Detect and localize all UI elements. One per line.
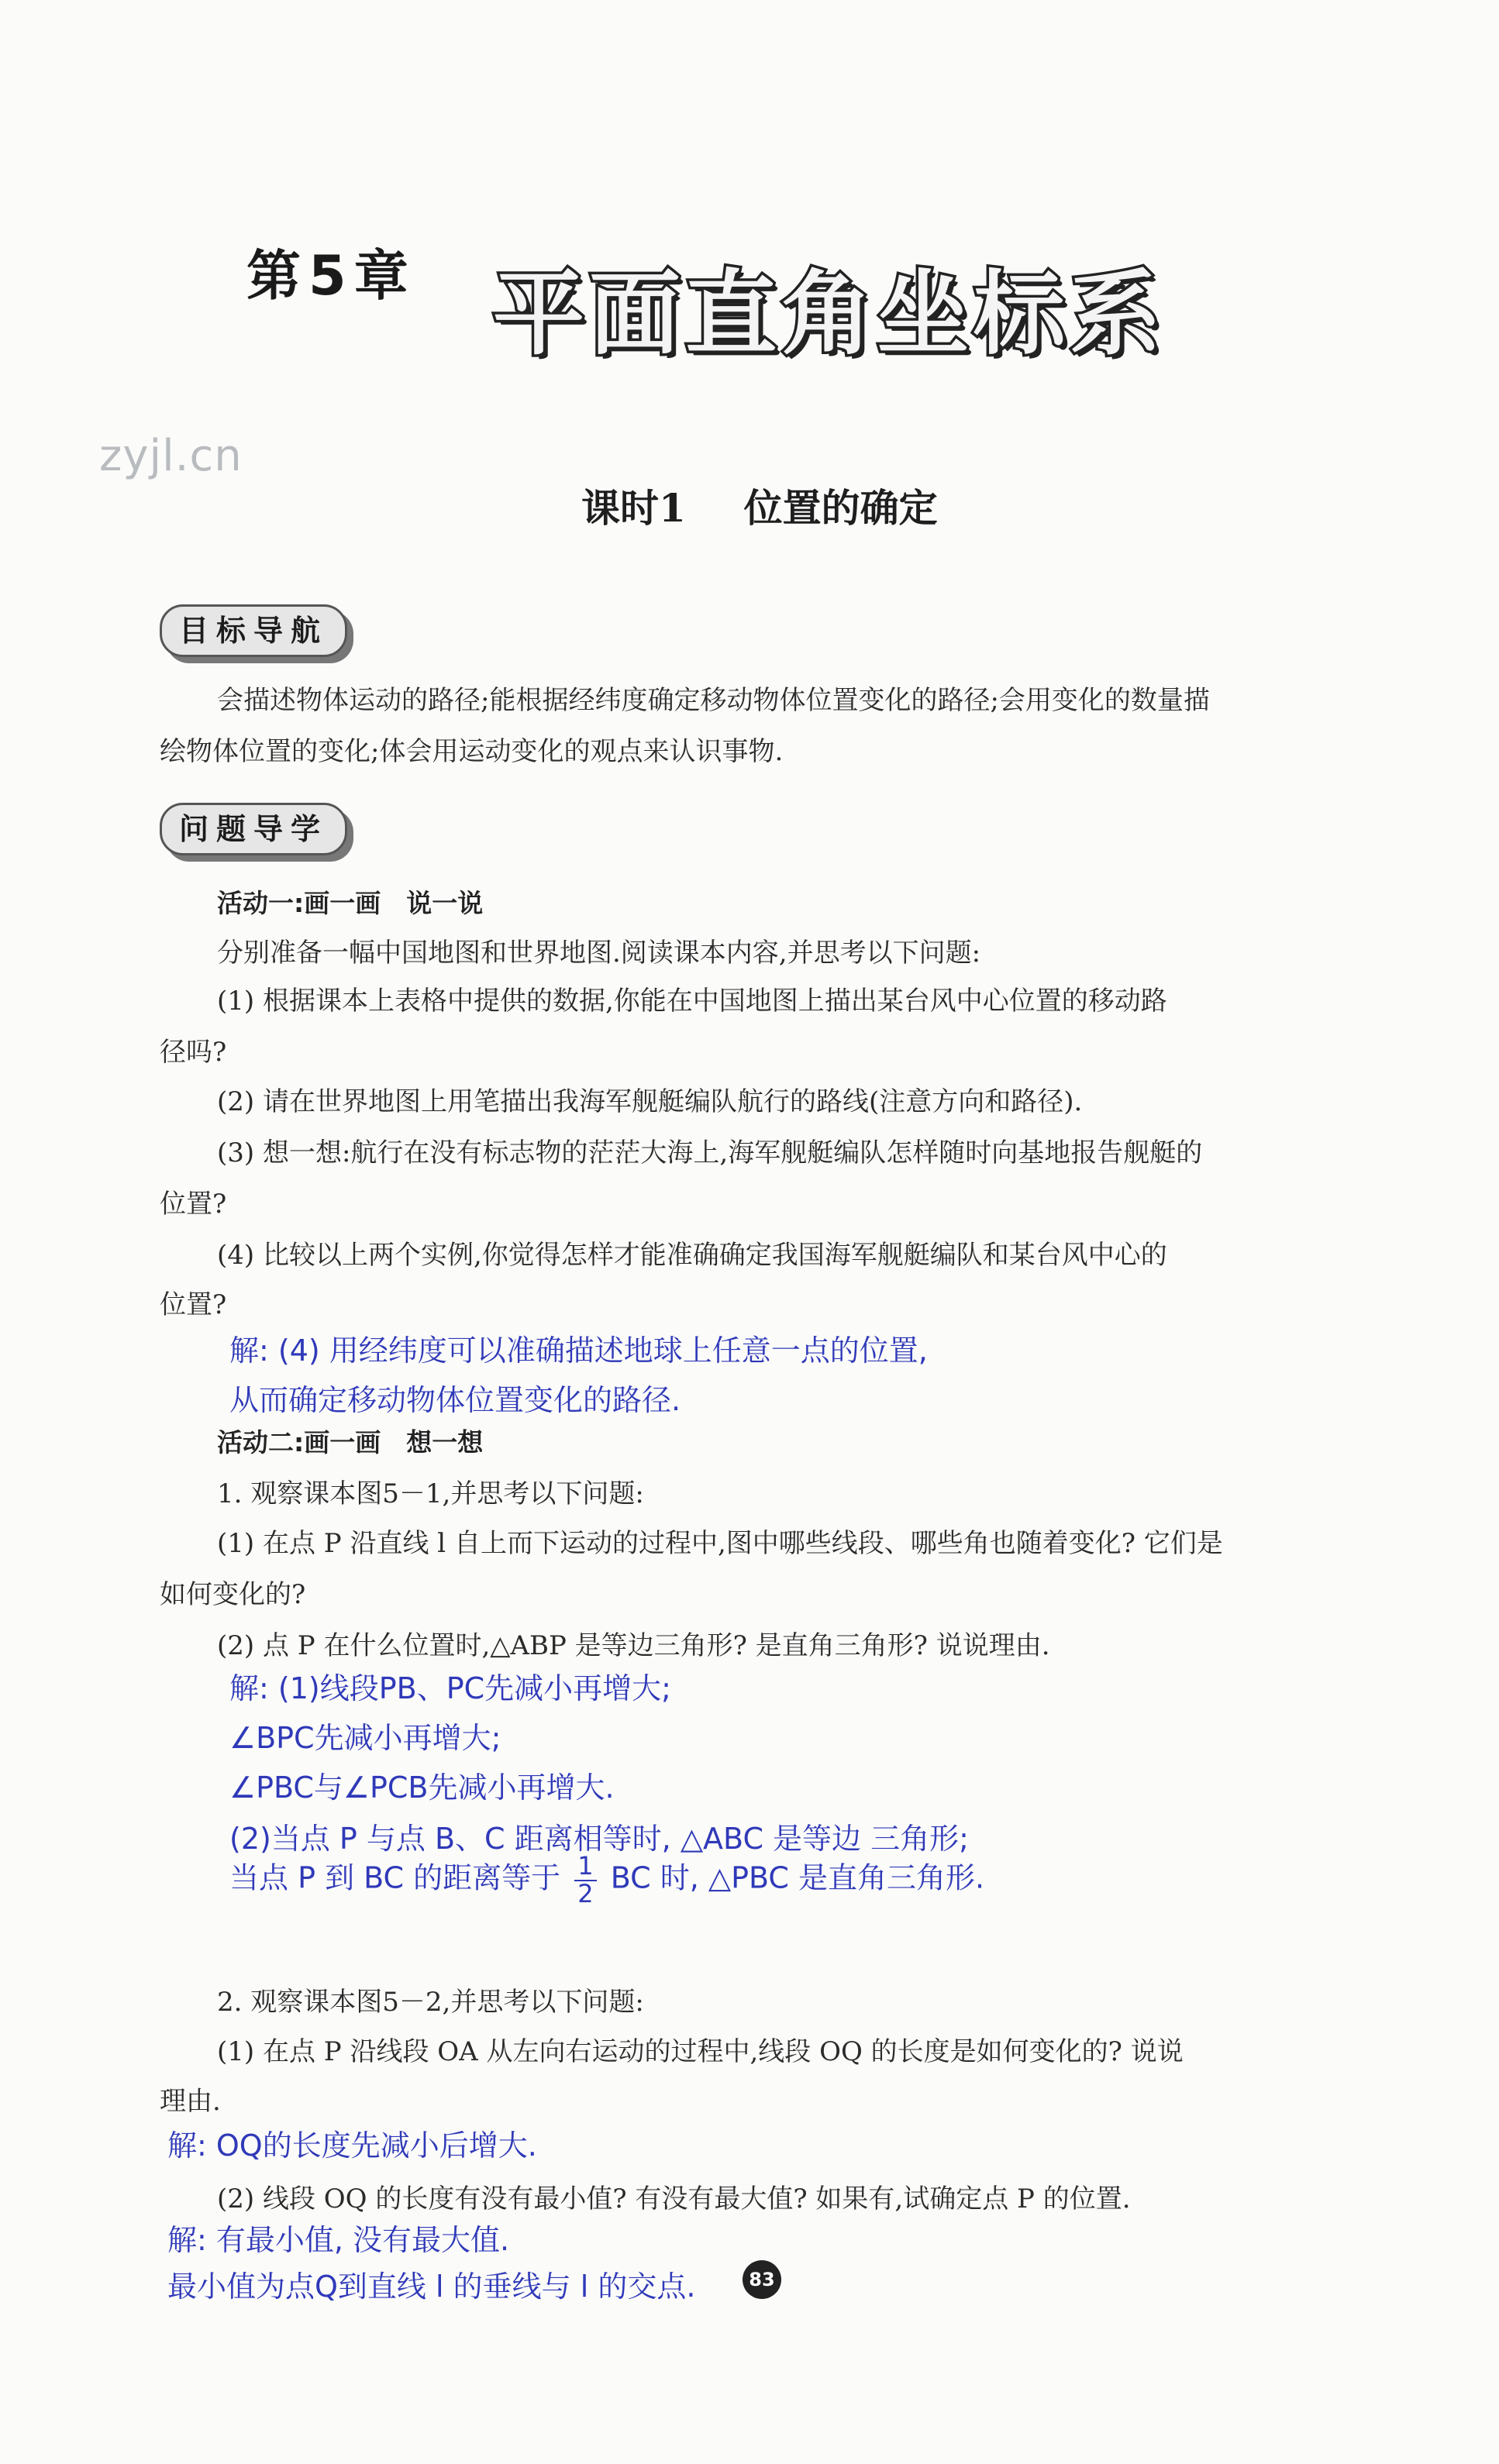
lesson-number: 课时1 <box>581 485 686 531</box>
question: (1) 在点 P 沿直线 l 自上而下运动的过程中,图中哪些线段、哪些角也随着变化? 它们是 <box>217 1528 1223 1559</box>
lesson-name: 位置的确定 <box>743 485 938 531</box>
answer-text: 解: OQ的长度先减小后增大. <box>167 2128 537 2163</box>
item-title: 1. 观察课本图5－1,并思考以下问题: <box>217 1478 644 1509</box>
answer-text: ∠BPC先减小再增大; <box>229 1721 501 1755</box>
question: (2) 点 P 在什么位置时,△ABP 是等边三角形? 是直角三角形? 说说理由. <box>217 1630 1050 1661</box>
goal-line: 绘物体位置的变化;体会用运动变化的观点来认识事物. <box>160 736 784 767</box>
answer-text: 解: (1)线段PB、PC先减小再增大; <box>229 1671 671 1705</box>
chapter-title: 平面直角坐标系 <box>493 260 1166 367</box>
question: (2) 线段 OQ 的长度有没有最小值? 有没有最大值? 如果有,试确定点 P 的位置. <box>217 2184 1131 2215</box>
question: (1) 根据课本上表格中提供的数据,你能在中国地图上描出某台风中心位置的移动路 <box>217 986 1167 1017</box>
section-badge-guide: 问题导学 <box>160 803 347 855</box>
activity1-heading: 活动一:画一画 说一说 <box>217 888 484 918</box>
activity1-intro: 分别准备一幅中国地图和世界地图.阅读课本内容,并思考以下问题: <box>217 938 981 969</box>
question: 位置? <box>160 1289 227 1320</box>
answer-part: BC 时, △PBC 是直角三角形. <box>610 1860 985 1895</box>
question: 位置? <box>160 1189 227 1220</box>
answer-text: 从而确定移动物体位置变化的路径. <box>229 1383 681 1417</box>
watermark: zyjl.cn <box>99 431 243 481</box>
page-number: 83 <box>743 2260 781 2299</box>
question: 理由. <box>160 2086 221 2117</box>
section-badge-goal: 目标导航 <box>160 604 347 657</box>
question: 如何变化的? <box>160 1579 306 1610</box>
answer-text <box>229 1853 984 1906</box>
question: (2) 请在世界地图上用笔描出我海军舰艇编队航行的路线(注意方向和路径). <box>217 1086 1083 1117</box>
goal-line: 会描述物体运动的路径;能根据经纬度确定移动物体位置变化的路径;会用变化的数量描 <box>217 685 1210 716</box>
fraction-denominator: 2 <box>577 1879 594 1908</box>
lesson-title <box>581 477 938 533</box>
answer-part: 当点 P 到 BC 的距离等于 <box>229 1860 561 1895</box>
fraction-numerator: 1 <box>574 1853 596 1881</box>
answer-text: (2)当点 P 与点 B、C 距离相等时, △ABC 是等边 三角形; <box>229 1822 969 1856</box>
item-title: 2. 观察课本图5－2,并思考以下问题: <box>217 1987 644 2018</box>
question: (1) 在点 P 沿线段 OA 从左向右运动的过程中,线段 OQ 的长度是如何变化的? 说说 <box>217 2036 1184 2067</box>
chapter-number: 第5章 <box>246 244 416 308</box>
answer-text: 最小值为点Q到直线 l 的垂线与 l 的交点. <box>167 2270 696 2304</box>
answer-text: 解: (4) 用经纬度可以准确描述地球上任意一点的位置, <box>229 1334 928 1368</box>
answer-text: ∠PBC与∠PCB先减小再增大. <box>229 1771 615 1805</box>
question: (3) 想一想:航行在没有标志物的茫茫大海上,海军舰艇编队怎样随时向基地报告舰艇的 <box>217 1137 1203 1168</box>
activity2-heading: 活动二:画一画 想一想 <box>217 1427 484 1457</box>
answer-text: 解: 有最小值, 没有最大值. <box>167 2223 510 2257</box>
question: 径吗? <box>160 1037 227 1068</box>
fraction <box>574 1853 596 1906</box>
question: (4) 比较以上两个实例,你觉得怎样才能准确确定我国海军舰艇编队和某台风中心的 <box>217 1240 1167 1271</box>
